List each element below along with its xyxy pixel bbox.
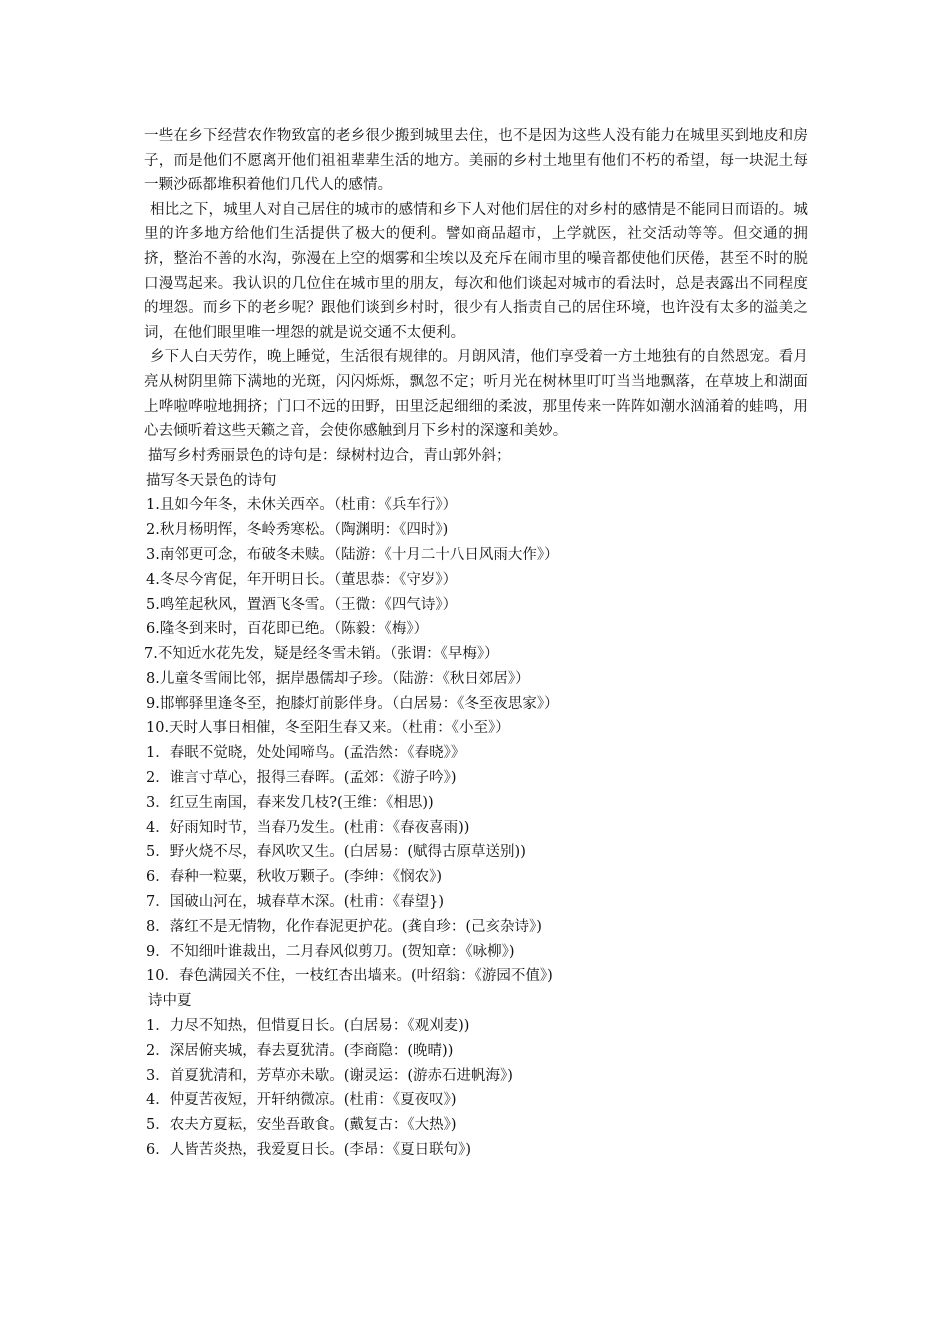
winter-poem-line: 5.鸣笙起秋风，置酒飞冬雪。（王微：《四气诗》） (146, 596, 458, 613)
summer-poem-line: 6．人皆苦炎热，我爱夏日长。(李昂：《夏日联句》) (146, 1142, 472, 1159)
spring-poem-line: 6．春种一粒粟，秋收万颗子。(李绅：《悯农》) (146, 869, 443, 886)
summer-poem-line: 3．首夏犹清和，芳草亦未歇。(谢灵运：(游赤石进帆海》) (146, 1067, 513, 1084)
summer-poem-line: 1．力尽不知热，但惜夏日长。(白居易：《观刈麦)) (146, 1018, 470, 1035)
winter-poem-line: 1.且如今年冬，未休关西卒。（杜甫：《兵车行》） (146, 497, 458, 514)
winter-poem-line: 8.儿童冬雪闹比邻，据岸愚儒却子珍。（陆游：《秋日郊居》） (146, 670, 530, 687)
winter-poem-line: 7.不知近水花先发，疑是经冬雪未销。（张谓：《早梅》） (144, 646, 499, 663)
spring-poem-line: 4．好雨知时节，当春乃发生。(杜甫：《春夜喜雨)) (146, 819, 470, 836)
spring-poem-line: 9．不知细叶谁裁出，二月春风似剪刀。(贺知章：《咏柳》) (146, 943, 515, 960)
spring-poem-line: 1．春眠不觉晓，处处闻啼鸟。(孟浩然：《春晓》》 (146, 745, 466, 762)
section-heading-winter: 描写冬天景色的诗句 (146, 472, 277, 489)
summer-poem-line: 5．农夫方夏耘，安坐吾敢食。(戴复古：《大热》) (146, 1117, 457, 1134)
summer-poem-line: 2．深居俯夹城，春去夏犹清。(李商隐：(晚晴)) (146, 1042, 454, 1059)
spring-poem-line: 5．野火烧不尽，春风吹又生。(白居易：(赋得古原草送别)) (146, 844, 526, 861)
paragraph-village-night: 乡下人白天劳作，晚上睡觉，生活很有规律的。月朗风清，他们享受着一方土地独有的自然恩宠。看月亮从树阴里筛下满地的光斑，闪闪烁烁，飘忽不定；听月光在树林里叮叮当当地飘落，在草坡上和湖面上哗啦哗啦地拥挤；门口不远的田野，田里泛起细细的柔波，那里传来一阵阵如潮水汹涌着的蛙鸣，用心去倾听着这些天籁之音，会使你感触到月下乡村的深邃和美妙。 (144, 349, 808, 440)
paragraph-rural-farmers: 一些在乡下经营农作物致富的老乡很少搬到城里去住，也不是因为这些人没有能力在城里买到地皮和房子，而是他们不愿离开他们祖祖辈辈生活的地方。美丽的乡村土地里有他们不朽的希望，每一块泥土每一颗沙砾都堆积着他们几代人的感情。 (144, 128, 808, 194)
poem-line-village-scenery: 描写乡村秀丽景色的诗句是：绿树村边合，青山郭外斜； (148, 447, 511, 464)
document-body (144, 124, 808, 1163)
section-heading-summer: 诗中夏 (148, 993, 192, 1010)
spring-poem-line: 8．落红不是无情物，化作春泥更护花。(龚自珍：(己亥杂诗》) (146, 918, 542, 935)
winter-poem-line: 9.邯郸驿里逢冬至，抱膝灯前影伴身。（白居易：《冬至夜思家》） (146, 695, 559, 712)
winter-poem-line: 2.秋月杨明恽，冬岭秀寒松。（陶渊明：《四时》) (146, 522, 449, 539)
winter-poem-line: 6.隆冬到来时，百花即已绝。（陈毅：《梅》） (146, 621, 429, 638)
winter-poem-line: 4.冬尽今宵促，年开明日长。（董思恭：《守岁》） (146, 571, 458, 588)
winter-poem-line: 3.南邻更可念，布破冬未赎。（陆游：《十月二十八日风雨大作》） (146, 546, 559, 563)
spring-poem-line: 3．红豆生南国，春来发几枝?(王维：《相思)) (146, 794, 434, 811)
winter-poem-line: 10.天时人事日相催，冬至阳生春又来。（杜甫：《小至》） (146, 720, 510, 737)
summer-poem-line: 4．仲夏苦夜短，开轩纳微凉。(杜甫：《夏夜叹》) (146, 1092, 457, 1109)
spring-poem-line: 7．国破山河在，城春草木深。(杜甫：《春望}) (146, 894, 445, 911)
spring-poem-line: 10．春色满园关不住，一枝红杏出墙来。(叶绍翁：《游园不值》) (146, 968, 553, 985)
paragraph-city-vs-village: 相比之下，城里人对自己居住的城市的感情和乡下人对他们居住的对乡村的感情是不能同日而语的。城里的许多地方给他们生活提供了极大的便利。譬如商品超市，上学就医，社交活动等等。但交通的拥挤，整治不善的水沟，弥漫在上空的烟雾和尘埃以及充斥在闹市里的噪音都使他们厌倦，甚至不时的脱口漫骂起来。我认识的几位住在城市里的朋友，每次和他们谈起对城市的看法时，总是表露出不同程度的埋怨。而乡下的老乡呢？跟他们谈到乡村时，很少有人指责自己的居住环境，也许没有太多的溢美之词，在他们眼里唯一埋怨的就是说交通不太便利。 (144, 201, 808, 341)
spring-poem-line: 2．谁言寸草心，报得三春晖。(孟郊：《游子吟》) (146, 770, 457, 787)
